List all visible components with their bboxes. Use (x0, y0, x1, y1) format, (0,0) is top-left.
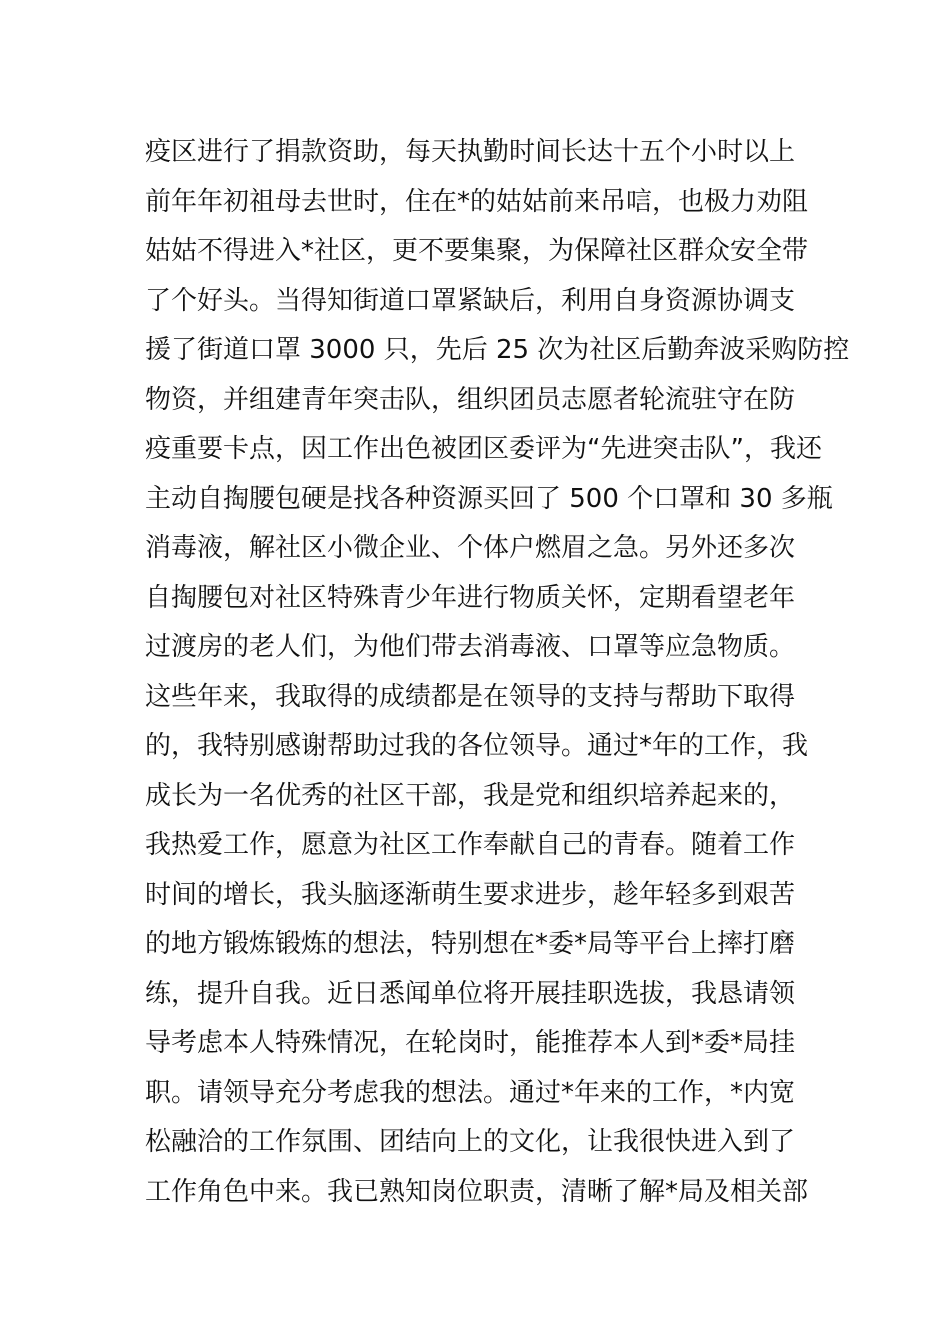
text-line: 的地方锻炼锻炼的想法，特别想在*委*局等平台上摔打磨 (145, 929, 796, 959)
text-line: 了个好头。当得知街道口罩紧缺后，利用自身资源协调支 (145, 285, 796, 316)
text-line: 工作角色中来。我已熟知岗位职责，清晰了解*局及相关部 (145, 1176, 809, 1207)
text-line: 援了街道口罩 3000 只，先后 25 次为社区后勤奔波采购防控 (145, 335, 850, 365)
text-line: 消毒液，解社区小微企业、个体户燃眉之急。另外还多次 (145, 533, 796, 563)
text-line: 物资，并组建青年突击队，组织团员志愿者轮流驻守在防 (145, 384, 796, 415)
text-line: 自掏腰包对社区特殊青少年进行物质关怀，定期看望老年 (145, 582, 796, 613)
text-line: 练，提升自我。近日悉闻单位将开展挂职选拔，我恳请领 (145, 978, 796, 1009)
body-text (145, 128, 850, 1217)
text-line: 主动自掏腰包硬是找各种资源买回了 500 个口罩和 30 多瓶 (145, 483, 833, 514)
text-line: 时间的增长，我头脑逐渐萌生要求进步，趁年轻多到艰苦 (145, 879, 796, 910)
text-line: 的，我特别感谢帮助过我的各位领导。通过*年的工作，我 (145, 731, 809, 761)
text-line: 姑姑不得进入*社区，更不要集聚，为保障社区群众安全带 (145, 236, 809, 266)
text-line: 疫重要卡点，因工作出色被团区委评为“先进突击队”，我还 (145, 434, 822, 464)
text-line: 前年年初祖母去世时，住在*的姑姑前来吊唁，也极力劝阻 (145, 186, 809, 217)
text-line: 过渡房的老人们，为他们带去消毒液、口罩等应急物质。 (145, 632, 796, 662)
text-line: 成长为一名优秀的社区干部，我是党和组织培养起来的， (145, 780, 796, 811)
text-line: 疫区进行了捐款资助，每天执勤时间长达十五个小时以上 (145, 137, 796, 167)
text-line: 我热爱工作，愿意为社区工作奉献自己的青春。随着工作 (145, 830, 796, 860)
text-line: 这些年来，我取得的成绩都是在领导的支持与帮助下取得 (145, 681, 796, 712)
text-line: 导考虑本人特殊情况，在轮岗时，能推荐本人到*委*局挂 (145, 1028, 796, 1058)
text-line: 职。请领导充分考虑我的想法。通过*年来的工作，*内宽 (145, 1077, 796, 1108)
text-line: 松融洽的工作氛围、团结向上的文化，让我很快进入到了 (145, 1127, 796, 1157)
